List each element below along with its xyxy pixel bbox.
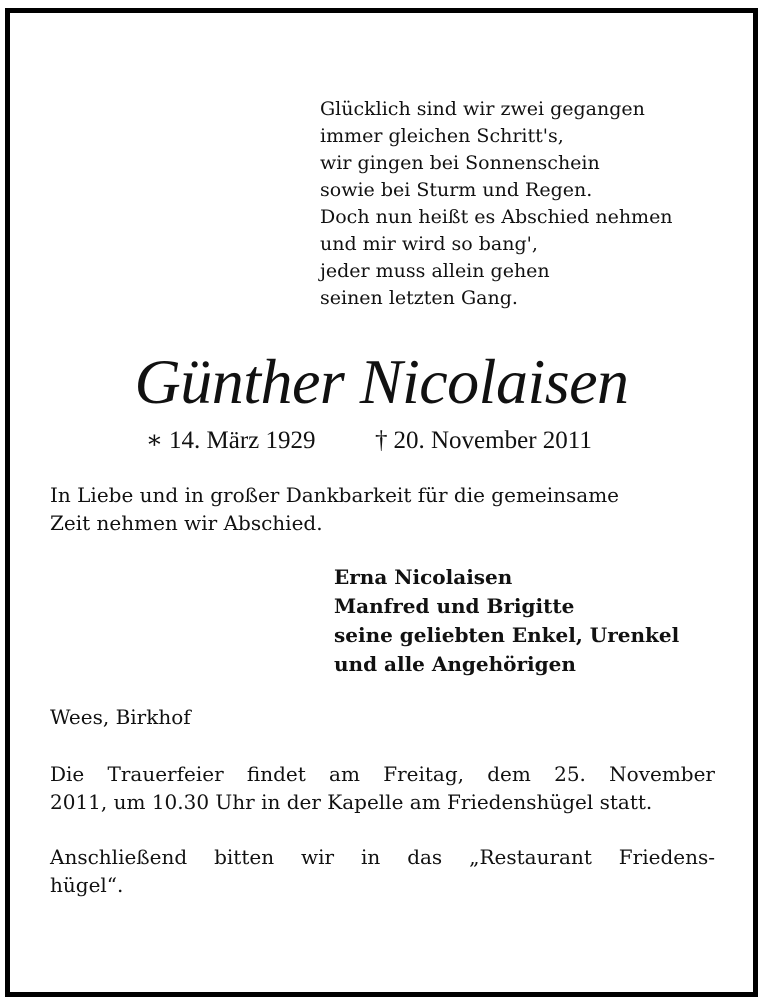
funeral-line: 2011, um 10.30 Uhr in der Kapelle am Friedenshügel statt.: [50, 790, 653, 814]
death-symbol: †: [375, 427, 388, 454]
poem-line: seinen letzten Gang.: [320, 287, 518, 309]
mourner: Manfred und Brigitte: [334, 594, 575, 618]
reception-line: hügel“.: [50, 873, 124, 897]
farewell-line: Zeit nehmen wir Abschied.: [50, 511, 323, 535]
poem-line: sowie bei Sturm und Regen.: [320, 179, 593, 201]
poem-line: Glücklich sind wir zwei gegangen: [320, 98, 645, 120]
mourners-list: [334, 563, 679, 679]
death-date-text: 20. November 2011: [393, 427, 592, 454]
funeral-notice: [50, 760, 715, 816]
poem-line: Doch nun heißt es Abschied nehmen: [320, 206, 673, 228]
place: Wees, Birkhof: [50, 705, 191, 729]
reception-line: Anschließend bitten wir in das „Restaurant Friedens-: [50, 845, 715, 869]
poem-line: jeder muss allein gehen: [320, 260, 550, 282]
deceased-name: Günther Nicolaisen: [134, 346, 629, 417]
poem-line: wir gingen bei Sonnenschein: [320, 152, 600, 174]
reception-notice: [50, 843, 715, 899]
poem: [320, 96, 673, 312]
funeral-line: Die Trauerfeier findet am Freitag, dem 25. November: [50, 762, 715, 786]
mourner: seine geliebten Enkel, Urenkel: [334, 623, 680, 647]
farewell-text: [50, 481, 715, 537]
birth-date: [146, 426, 316, 456]
death-date: [375, 426, 592, 456]
birth-date-text: 14. März 1929: [169, 427, 316, 454]
birth-symbol: ∗: [146, 427, 163, 454]
mourner: Erna Nicolaisen: [334, 565, 513, 589]
poem-line: immer gleichen Schritt's,: [320, 125, 564, 147]
farewell-line: In Liebe und in großer Dankbarkeit für die gemeinsame: [50, 483, 620, 507]
poem-line: und mir wird so bang',: [320, 233, 538, 255]
mourner: und alle Angehörigen: [334, 652, 576, 676]
